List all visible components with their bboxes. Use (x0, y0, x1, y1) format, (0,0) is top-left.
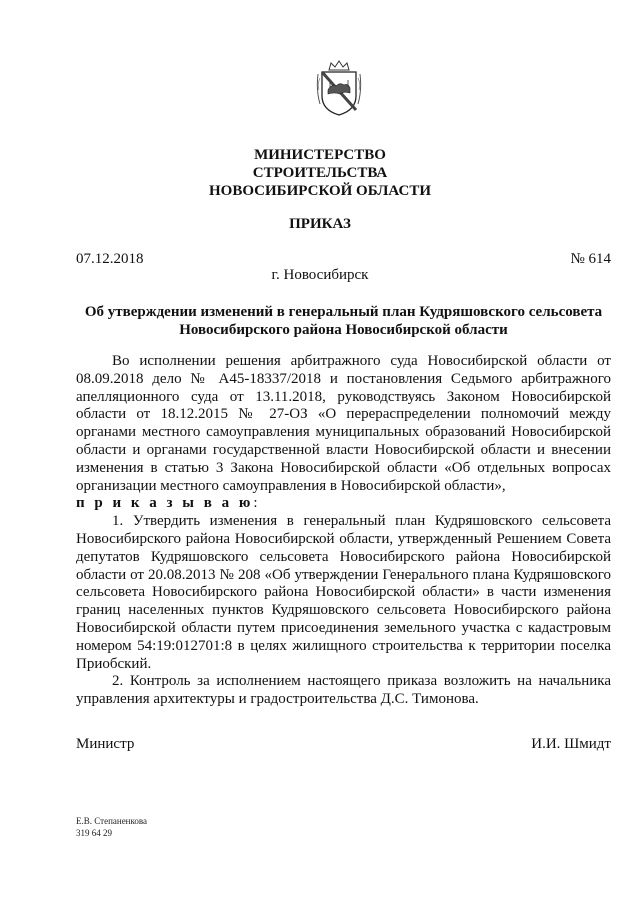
subject-line-2: Новосибирского района Новосибирской области (179, 322, 508, 338)
ministry-name-line-1: МИНИСТЕРСТВО (254, 147, 386, 163)
document-subject (76, 303, 611, 339)
order-colon: : (253, 495, 258, 512)
preamble-text: Во исполнении решения арбитражного суда Новосибирской области от 08.09.2018 дело № А45-18337/2018 и постановления Седьмого арбитражного апелляционного суда от 13.11.2018, руководствуясь Законом Новосибирской области от 18.12.2015 № 27-ОЗ «О перераспределении полномочий между органами местного самоуправления муниципальных образований Новосибирской области и органами государственной власти Новосибирской области и внесении изменения в статью 3 Закона Новосибирской области «Об отдельных вопросах организации местного самоуправления в Новосибирской области», (76, 353, 611, 494)
signer-name: И.И. Шмидт (531, 736, 611, 752)
novosibirsk-coat-of-arms-icon (316, 60, 362, 116)
document-date: 07.12.2018 (76, 251, 144, 267)
executor-phone: 319 64 29 (76, 828, 112, 838)
document-type-title: ПРИКАЗ (289, 216, 351, 232)
document-body (76, 353, 611, 709)
preamble-paragraph (76, 353, 611, 513)
item-1-paragraph: 1. Утвердить изменения в генеральный план Кудряшовского сельсовета Новосибирского района Новосибирской области, утвержденный Решением Совета депутатов Кудряшовского сельсовета Новосибирского района Новосибирской области от 20.08.2013 № 208 «Об утверждении Генерального плана Кудряшовского сельсовета Новосибирского района Новосибирской области» в части изменения границ населенных пунктов Кудряшовского сельсовета Новосибирского района Новосибирской области путем присоединения земельного участка с кадастровым номером 54:19:012701:8 в целях жилищного строительства к территории поселка Приобский. (76, 513, 611, 672)
executor-name: Е.В. Степаненкова (76, 816, 148, 826)
order-word: п р и к а з ы в а ю (76, 495, 254, 512)
document-city: г. Новосибирск (271, 267, 369, 283)
document-number: № 614 (570, 251, 611, 267)
executor-info (76, 815, 147, 839)
subject-line-1: Об утверждении изменений в генеральный план Кудряшовского сельсовета (84, 304, 603, 320)
signer-title: Министр (76, 736, 135, 752)
item-2-paragraph: 2. Контроль за исполнением настоящего приказа возложить на начальника управления архитектуры и градостроительства Д.С. Тимонова. (76, 673, 611, 708)
ministry-name-line-2: СТРОИТЕЛЬСТВА (252, 165, 388, 181)
ministry-name-line-3: НОВОСИБИРСКОЙ ОБЛАСТИ (208, 183, 432, 199)
